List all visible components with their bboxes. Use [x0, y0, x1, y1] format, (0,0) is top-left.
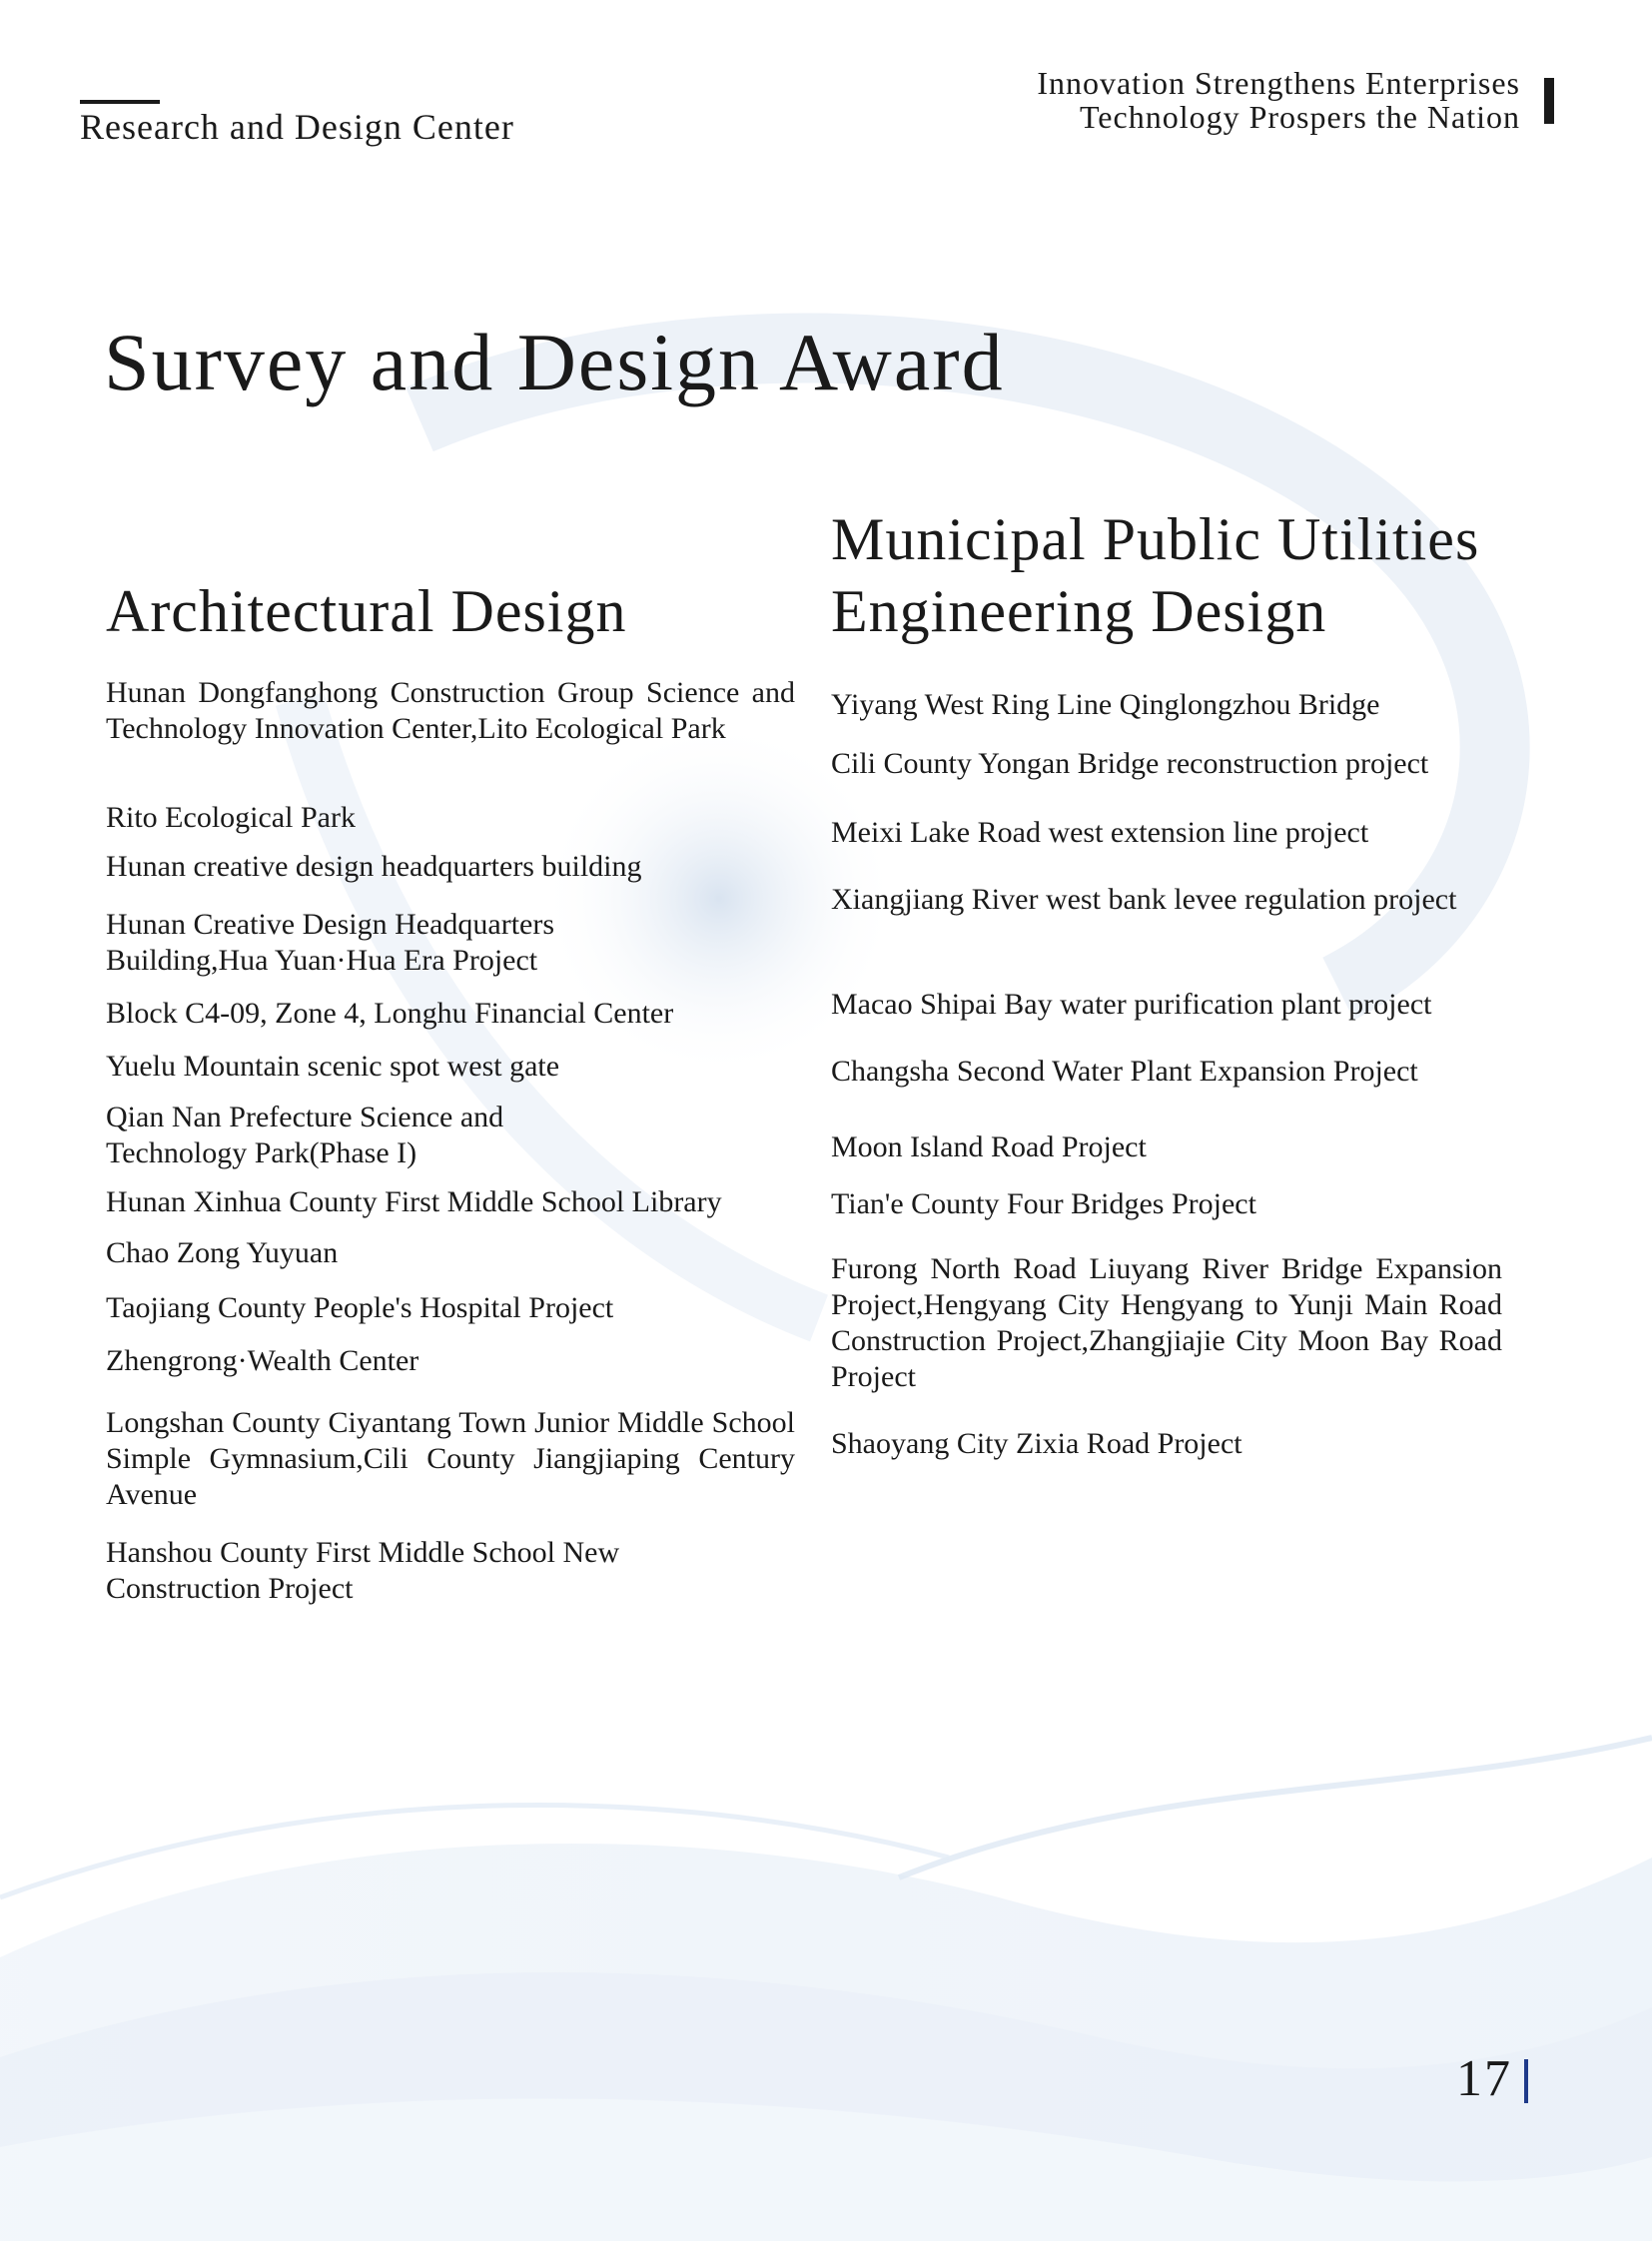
list-item: Moon Island Road Project: [831, 1130, 1147, 1163]
list-item: Yiyang West Ring Line Qinglongzhou Bridge: [831, 688, 1380, 721]
list-item: Rito Ecological Park: [106, 801, 356, 834]
header-slogan: [1037, 66, 1520, 134]
list-item: Furong North Road Liuyang River Bridge Expansion Project,Hengyang City Hengyang to Yunji Main Road Construction Project,Zhangjiajie City Moon Bay Road Project: [831, 1252, 1502, 1393]
municipal-heading-line-2: Engineering Design: [831, 578, 1327, 644]
list-item: Meixi Lake Road west extension line project: [831, 816, 1369, 849]
list-item: Macao Shipai Bay water purification plant project: [831, 988, 1432, 1021]
slogan-line-2: Technology Prospers the Nation: [1079, 99, 1520, 135]
list-item: Hanshou County First Middle School New Construction Project: [106, 1536, 620, 1605]
header-rule: [80, 100, 160, 104]
architectural-design-heading: Architectural Design: [106, 578, 627, 644]
header-section: [80, 100, 514, 148]
list-item: Xiangjiang River west bank levee regulation project: [831, 883, 1457, 916]
municipal-heading-line-1: Municipal Public Utilities: [831, 506, 1480, 572]
slogan-line-1: Innovation Strengthens Enterprises: [1037, 65, 1520, 101]
page-number: 17: [1456, 2050, 1512, 2107]
header-accent-bar: [1544, 78, 1554, 124]
page-number-accent-bar: [1524, 2059, 1528, 2103]
list-item: Changsha Second Water Plant Expansion Project: [831, 1055, 1418, 1088]
list-item: Shaoyang City Zixia Road Project: [831, 1427, 1242, 1460]
list-item: Hunan Xinhua County First Middle School Library: [106, 1185, 722, 1218]
list-item: Zhengrong·Wealth Center: [106, 1344, 419, 1377]
list-item: Tian'e County Four Bridges Project: [831, 1187, 1256, 1220]
list-item: Chao Zong Yuyuan: [106, 1236, 339, 1269]
list-item: Longshan County Ciyantang Town Junior Middle School Simple Gymnasium,Cili County Jiangjiaping Century Avenue: [106, 1406, 795, 1511]
list-item: Yuelu Mountain scenic spot west gate: [106, 1050, 560, 1083]
list-item: Taojiang County People's Hospital Project: [106, 1291, 614, 1324]
list-item: Hunan Creative Design Headquarters Building,Hua Yuan·Hua Era Project: [106, 908, 555, 977]
section-name: Research and Design Center: [80, 107, 514, 147]
list-item: Hunan creative design headquarters building: [106, 850, 642, 883]
page-title: Survey and Design Award: [104, 317, 1005, 407]
list-item: Hunan Dongfanghong Construction Group Science and Technology Innovation Center,Lito Ecological Park: [106, 676, 795, 745]
municipal-design-heading: [831, 503, 1570, 647]
list-item: Block C4-09, Zone 4, Longhu Financial Center: [106, 997, 674, 1030]
list-item: Cili County Yongan Bridge reconstruction project: [831, 747, 1429, 780]
list-item: Qian Nan Prefecture Science and Technology Park(Phase I): [106, 1101, 504, 1169]
